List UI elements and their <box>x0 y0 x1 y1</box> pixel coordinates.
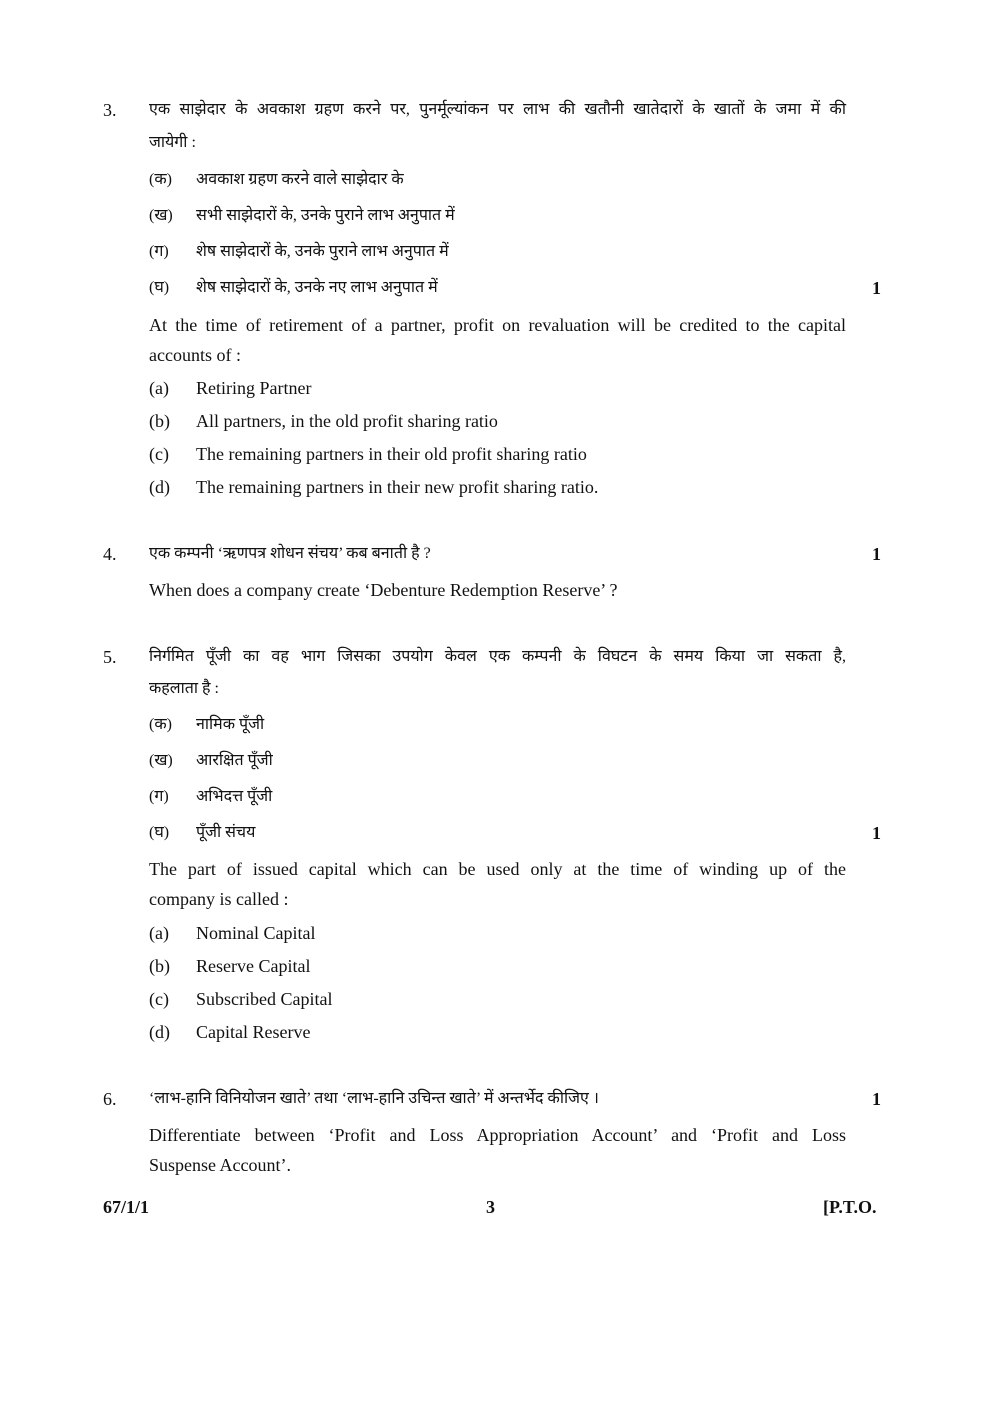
question-hindi-line: कहलाता है : <box>149 680 219 697</box>
question-english-line: At the time of retirement of a partner, profit on revaluation will be credited to the capital <box>149 315 846 335</box>
option-text: Retiring Partner <box>196 378 312 398</box>
option-text: आरक्षित पूँजी <box>196 752 273 769</box>
marks: 1 <box>872 278 881 298</box>
option-text: सभी साझेदारों के, उनके पुराने लाभ अनुपात में <box>196 207 455 224</box>
marks: 1 <box>872 823 881 843</box>
option-label: (b) <box>149 411 170 431</box>
option-text: Reserve Capital <box>196 956 311 976</box>
question-hindi-line: एक साझेदार के अवकाश ग्रहण करने पर, पुनर्मूल्यांकन पर लाभ की खतौनी खातेदारों के खातों के जमा में की <box>149 101 846 118</box>
question-number: 3. <box>103 100 117 120</box>
marks: 1 <box>872 1089 881 1109</box>
question-english-line: The part of issued capital which can be used only at the time of winding up of the <box>149 859 846 879</box>
option-text: Capital Reserve <box>196 1022 311 1042</box>
question-english-line: accounts of : <box>149 345 241 365</box>
option-text: All partners, in the old profit sharing ratio <box>196 411 498 431</box>
option-label: (ग) <box>149 243 169 260</box>
marks: 1 <box>872 544 881 564</box>
question-english-line: Suspense Account’. <box>149 1155 291 1175</box>
question-hindi-line: जायेगी : <box>149 134 196 151</box>
option-label: (a) <box>149 378 169 398</box>
page-number: 3 <box>486 1197 495 1217</box>
option-label: (ख) <box>149 752 173 769</box>
question-hindi-line: ‘लाभ-हानि विनियोजन खाते’ तथा ‘लाभ-हानि उचिन्त खाते’ में अन्तर्भेद कीजिए । <box>149 1090 599 1107</box>
option-label: (क) <box>149 171 172 188</box>
option-label: (d) <box>149 1022 170 1042</box>
option-label: (c) <box>149 444 169 464</box>
question-hindi-line: एक कम्पनी ‘ऋणपत्र शोधन संचय’ कब बनाती है ? <box>149 545 431 562</box>
pto-label: [P.T.O. <box>823 1197 877 1217</box>
question-hindi-line: निर्गमित पूँजी का वह भाग जिसका उपयोग केवल एक कम्पनी के विघटन के समय किया जा सकता है, <box>149 648 846 665</box>
option-text: Subscribed Capital <box>196 989 333 1009</box>
option-text: पूँजी संचय <box>196 824 256 841</box>
option-label: (ख) <box>149 207 173 224</box>
option-label: (b) <box>149 956 170 976</box>
question-english-line: When does a company create ‘Debenture Redemption Reserve’ ? <box>149 580 618 600</box>
option-text: अभिदत्त पूँजी <box>196 788 273 805</box>
option-text: The remaining partners in their new profit sharing ratio. <box>196 477 599 497</box>
option-text: The remaining partners in their old profit sharing ratio <box>196 444 587 464</box>
option-label: (घ) <box>149 824 170 841</box>
option-label: (घ) <box>149 279 170 296</box>
option-label: (ग) <box>149 788 169 805</box>
option-text: अवकाश ग्रहण करने वाले साझेदार के <box>196 171 404 188</box>
question-english-line: company is called : <box>149 889 289 909</box>
question-english-line: Differentiate between ‘Profit and Loss Appropriation Account’ and ‘Profit and Loss <box>149 1125 846 1145</box>
option-label: (c) <box>149 989 169 1009</box>
option-text: नामिक पूँजी <box>196 716 265 733</box>
option-text: शेष साझेदारों के, उनके पुराने लाभ अनुपात में <box>196 243 449 260</box>
question-number: 5. <box>103 647 117 667</box>
question-number: 6. <box>103 1089 117 1109</box>
paper-code: 67/1/1 <box>103 1197 150 1217</box>
option-label: (क) <box>149 716 172 733</box>
option-label: (a) <box>149 923 169 943</box>
option-label: (d) <box>149 477 170 497</box>
question-number: 4. <box>103 544 117 564</box>
option-text: Nominal Capital <box>196 923 316 943</box>
option-text: शेष साझेदारों के, उनके नए लाभ अनुपात में <box>196 279 438 296</box>
